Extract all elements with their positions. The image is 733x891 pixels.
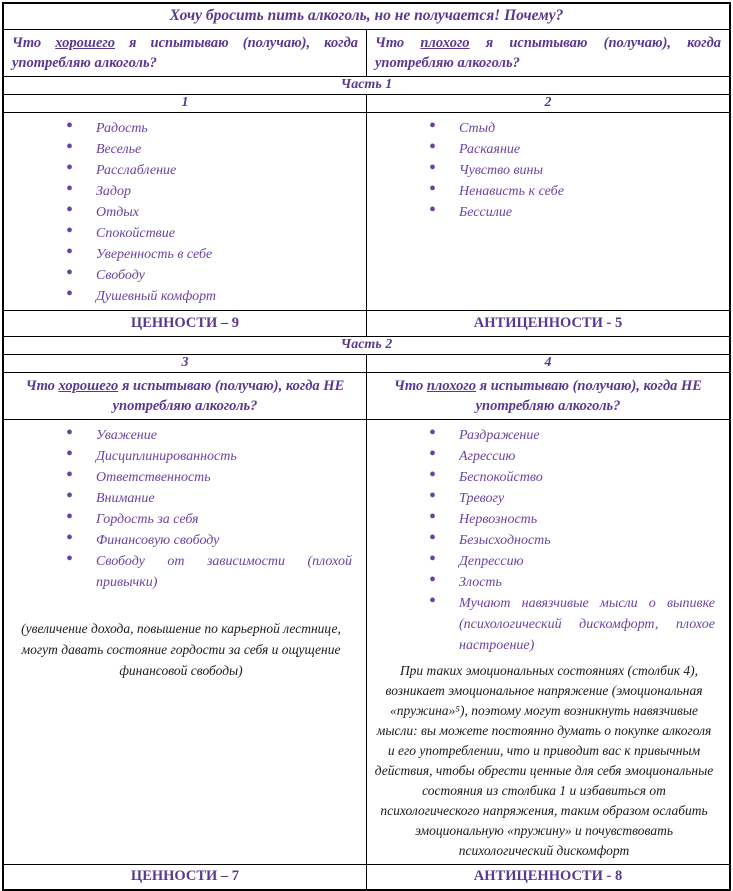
list-item: • Дисциплинированность [96, 446, 358, 467]
list-item: • Чувство вины [459, 160, 721, 181]
list-item: • Раздражение [459, 425, 721, 446]
part2-header-left-suffix: я испытываю (получаю), когда НЕ употребляю алкоголь? [112, 377, 345, 414]
part1-values-left: ЦЕННОСТИ – 9 [3, 310, 367, 336]
part2-header-row [3, 372, 730, 419]
part1-header-row [3, 29, 730, 76]
part1-header-left-underlined: хорошего [55, 34, 115, 51]
part2-label: Часть 2 [3, 336, 730, 354]
list-item: • Финансовую свободу [96, 530, 358, 551]
part1-values-right: АНТИЦЕННОСТИ - 5 [367, 310, 731, 336]
list-item: • Бессилие [459, 202, 721, 223]
part2-values-row [3, 864, 730, 890]
part2-header-left [3, 372, 367, 419]
worksheet-table [2, 2, 731, 891]
part2-header-right-suffix: я испытываю (получаю), когда НЕ употребляю алкоголь? [475, 377, 702, 414]
part1-list-cell-right [367, 112, 731, 310]
part2-column-number-left: 3 [3, 354, 367, 372]
part1-list-right [367, 118, 721, 223]
part2-list-cell-right [367, 419, 731, 864]
part2-list-left [4, 425, 358, 593]
list-item: • Тревогу [459, 488, 721, 509]
list-item: • Безысходность [459, 530, 721, 551]
list-item: • Гордость за себя [96, 509, 358, 530]
list-item: • Свободу от зависимости (плохой привычки) [96, 551, 358, 593]
list-item: • Стыд [459, 118, 721, 139]
part2-list-row [3, 419, 730, 864]
list-item: • Агрессию [459, 446, 721, 467]
part1-header-right-suffix: я испытываю (получаю), когда употребляю алкоголь? [375, 34, 722, 71]
part2-header-left-underlined: хорошего [58, 377, 119, 394]
list-item: • Задор [96, 181, 358, 202]
part1-header-left [3, 29, 367, 76]
part1-header-left-prefix: Что [12, 34, 42, 51]
part1-label-row [3, 76, 730, 94]
list-item: • Уверенность в себе [96, 244, 358, 265]
title-row [3, 3, 730, 29]
part2-values-left: ЦЕННОСТИ – 7 [3, 864, 367, 890]
part1-list-left [4, 118, 358, 307]
list-item: • Внимание [96, 488, 358, 509]
list-item: • Спокойствие [96, 223, 358, 244]
part1-values-row [3, 310, 730, 336]
part2-label-row [3, 336, 730, 354]
part1-header-left-suffix: я испытываю (получаю), когда употребляю алкоголь? [12, 34, 359, 71]
part2-number-row [3, 354, 730, 372]
part2-note-left: (увеличение дохода, повышение по карьерной лестнице, могут давать состояние гордости за себя и ощущение финансовой свободы) [21, 620, 341, 678]
part1-header-right-underlined: плохого [420, 34, 470, 51]
part2-note-right: При таких эмоциональных состояниях (столбик 4), возникает эмоциональное напряжение (эмоциональная «пружина»⁵), поэтому могут возникнуть навязчивые мысли: вы можете постоянно думать о покупке алкоголя и его употреблении, что и приводит вас к привычным действия, чтобы обрести ценные для себя эмоциональные состояния из столбика 1 и избавиться от психологического напряжения, таким образом ослабить эмоциональную «пружину» и почувствовать психологический дискомфорт [374, 662, 714, 858]
list-item: • Злость [459, 572, 721, 593]
part1-number-row [3, 94, 730, 112]
part2-list-right [367, 425, 721, 656]
list-item: • Ответственность [96, 467, 358, 488]
part2-header-right-prefix: Что [394, 377, 424, 394]
part1-label: Часть 1 [3, 76, 730, 94]
part1-column-number-right: 2 [367, 94, 731, 112]
list-item: • Расслабление [96, 160, 358, 181]
list-item: • Депрессию [459, 551, 721, 572]
list-item: • Ненависть к себе [459, 181, 721, 202]
list-item: • Свободу [96, 265, 358, 286]
part2-column-number-right: 4 [367, 354, 731, 372]
part2-header-right [367, 372, 731, 419]
part1-header-right [367, 29, 731, 76]
list-item: • Мучают навязчивые мысли о выпивке (психологический дискомфорт, плохое настроение) [459, 593, 721, 656]
list-item: • Душевный комфорт [96, 286, 358, 307]
list-item: • Радость [96, 118, 358, 139]
list-item: • Веселье [96, 139, 358, 160]
list-item: • Отдых [96, 202, 358, 223]
page-title: Хочу бросить пить алкоголь, но не получается! Почему? [3, 3, 730, 29]
part1-list-cell-left [3, 112, 367, 310]
part1-column-number-left: 1 [3, 94, 367, 112]
part2-header-right-underlined: плохого [426, 377, 477, 394]
part2-list-cell-left [3, 419, 367, 864]
list-item: • Нервозность [459, 509, 721, 530]
part1-header-right-prefix: Что [375, 34, 405, 51]
list-item: • Беспокойство [459, 467, 721, 488]
part2-header-left-prefix: Что [25, 377, 55, 394]
part2-values-right: АНТИЦЕННОСТИ - 8 [367, 864, 731, 890]
list-item: • Уважение [96, 425, 358, 446]
part1-list-row [3, 112, 730, 310]
list-item: • Раскаяние [459, 139, 721, 160]
